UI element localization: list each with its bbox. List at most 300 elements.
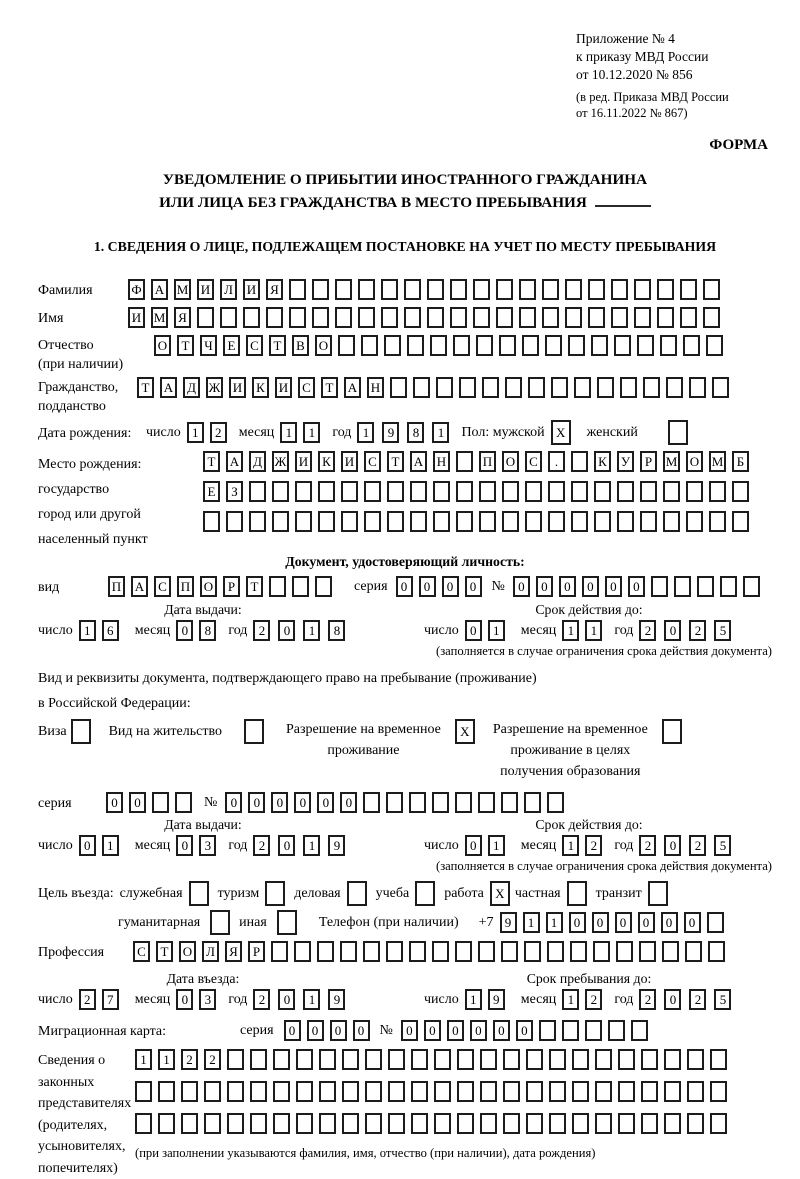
char-box[interactable] xyxy=(296,1049,313,1070)
char-box[interactable] xyxy=(687,1081,704,1102)
char-box[interactable]: И xyxy=(341,451,358,472)
char-box[interactable]: 0 xyxy=(106,792,123,813)
char-box[interactable] xyxy=(296,1081,313,1102)
char-box[interactable]: Е xyxy=(223,335,240,356)
char-box[interactable]: Ж xyxy=(206,377,223,398)
char-box[interactable]: С xyxy=(246,335,263,356)
char-box[interactable]: 2 xyxy=(639,835,656,856)
char-box[interactable] xyxy=(496,279,513,300)
checkbox[interactable] xyxy=(277,910,297,935)
char-box[interactable] xyxy=(436,377,453,398)
char-box[interactable]: 0 xyxy=(442,576,459,597)
char-box[interactable] xyxy=(528,377,545,398)
char-box[interactable]: Т xyxy=(321,377,338,398)
char-box[interactable] xyxy=(503,1113,520,1134)
char-box[interactable] xyxy=(663,511,680,532)
char-box[interactable] xyxy=(687,1113,704,1134)
char-box[interactable] xyxy=(318,481,335,502)
char-box[interactable] xyxy=(390,377,407,398)
char-box[interactable]: И xyxy=(229,377,246,398)
char-box[interactable] xyxy=(433,511,450,532)
char-box[interactable] xyxy=(181,1113,198,1134)
char-box[interactable]: 0 xyxy=(401,1020,418,1041)
char-box[interactable]: Я xyxy=(174,307,191,328)
char-box[interactable]: О xyxy=(154,335,171,356)
char-box[interactable] xyxy=(708,941,725,962)
char-box[interactable] xyxy=(341,511,358,532)
char-box[interactable] xyxy=(539,1020,556,1041)
char-box[interactable] xyxy=(404,279,421,300)
char-box[interactable] xyxy=(158,1113,175,1134)
char-box[interactable] xyxy=(634,307,651,328)
char-box[interactable] xyxy=(480,1113,497,1134)
char-box[interactable] xyxy=(548,511,565,532)
char-box[interactable] xyxy=(315,576,332,597)
temp-permit-checkbox[interactable]: X xyxy=(455,719,475,744)
char-box[interactable] xyxy=(457,1049,474,1070)
char-box[interactable]: 0 xyxy=(396,576,413,597)
char-box[interactable]: 3 xyxy=(199,835,216,856)
char-box[interactable]: 0 xyxy=(582,576,599,597)
char-box[interactable]: Л xyxy=(202,941,219,962)
char-box[interactable]: 2 xyxy=(253,989,270,1010)
char-box[interactable]: 0 xyxy=(176,835,193,856)
char-box[interactable]: 0 xyxy=(592,912,609,933)
char-box[interactable] xyxy=(364,481,381,502)
char-box[interactable]: 0 xyxy=(513,576,530,597)
checkbox[interactable] xyxy=(347,881,367,906)
char-box[interactable]: Ч xyxy=(200,335,217,356)
char-box[interactable]: О xyxy=(315,335,332,356)
char-box[interactable] xyxy=(227,1113,244,1134)
char-box[interactable] xyxy=(410,511,427,532)
char-box[interactable]: 2 xyxy=(204,1049,221,1070)
char-box[interactable] xyxy=(197,307,214,328)
char-box[interactable]: 8 xyxy=(407,422,424,443)
char-box[interactable] xyxy=(571,481,588,502)
char-box[interactable]: Т xyxy=(246,576,263,597)
char-box[interactable] xyxy=(709,511,726,532)
char-box[interactable]: А xyxy=(410,451,427,472)
char-box[interactable] xyxy=(614,335,631,356)
char-box[interactable] xyxy=(680,307,697,328)
char-box[interactable] xyxy=(565,307,582,328)
char-box[interactable] xyxy=(637,335,654,356)
char-box[interactable]: К xyxy=(252,377,269,398)
char-box[interactable] xyxy=(503,1081,520,1102)
char-box[interactable] xyxy=(524,941,541,962)
char-box[interactable] xyxy=(664,1049,681,1070)
char-box[interactable] xyxy=(410,481,427,502)
female-checkbox[interactable] xyxy=(668,420,688,445)
char-box[interactable]: 0 xyxy=(278,620,295,641)
char-box[interactable]: 0 xyxy=(638,912,655,933)
char-box[interactable]: 0 xyxy=(271,792,288,813)
checkbox[interactable] xyxy=(567,881,587,906)
char-box[interactable] xyxy=(269,576,286,597)
char-box[interactable]: Л xyxy=(220,279,237,300)
char-box[interactable]: Д xyxy=(183,377,200,398)
char-box[interactable] xyxy=(571,451,588,472)
char-box[interactable] xyxy=(732,481,749,502)
char-box[interactable]: С xyxy=(298,377,315,398)
char-box[interactable] xyxy=(289,279,306,300)
char-box[interactable] xyxy=(135,1081,152,1102)
char-box[interactable] xyxy=(181,1081,198,1102)
char-box[interactable] xyxy=(455,941,472,962)
char-box[interactable] xyxy=(459,377,476,398)
char-box[interactable] xyxy=(273,1081,290,1102)
char-box[interactable]: 1 xyxy=(488,620,505,641)
char-box[interactable] xyxy=(411,1081,428,1102)
char-box[interactable] xyxy=(502,481,519,502)
char-box[interactable]: 2 xyxy=(253,835,270,856)
char-box[interactable] xyxy=(526,1081,543,1102)
char-box[interactable] xyxy=(273,1049,290,1070)
char-box[interactable]: 2 xyxy=(689,620,706,641)
char-box[interactable] xyxy=(499,335,516,356)
char-box[interactable] xyxy=(294,941,311,962)
char-box[interactable]: 1 xyxy=(585,620,602,641)
char-box[interactable]: М xyxy=(151,307,168,328)
char-box[interactable] xyxy=(611,279,628,300)
char-box[interactable]: Р xyxy=(223,576,240,597)
char-box[interactable] xyxy=(273,1113,290,1134)
char-box[interactable] xyxy=(365,1049,382,1070)
char-box[interactable] xyxy=(175,792,192,813)
char-box[interactable]: М xyxy=(174,279,191,300)
char-box[interactable]: 3 xyxy=(199,989,216,1010)
char-box[interactable] xyxy=(381,307,398,328)
char-box[interactable] xyxy=(547,792,564,813)
char-box[interactable]: 2 xyxy=(253,620,270,641)
char-box[interactable] xyxy=(476,335,493,356)
char-box[interactable] xyxy=(432,792,449,813)
char-box[interactable]: 7 xyxy=(102,989,119,1010)
char-box[interactable] xyxy=(595,1113,612,1134)
char-box[interactable] xyxy=(525,481,542,502)
char-box[interactable]: Р xyxy=(640,451,657,472)
char-box[interactable] xyxy=(519,279,536,300)
char-box[interactable]: 8 xyxy=(328,620,345,641)
char-box[interactable]: 0 xyxy=(536,576,553,597)
char-box[interactable] xyxy=(597,377,614,398)
char-box[interactable] xyxy=(572,1113,589,1134)
char-box[interactable]: 5 xyxy=(714,989,731,1010)
char-box[interactable]: И xyxy=(275,377,292,398)
char-box[interactable]: 0 xyxy=(419,576,436,597)
char-box[interactable] xyxy=(434,1049,451,1070)
char-box[interactable]: Т xyxy=(269,335,286,356)
char-box[interactable] xyxy=(501,941,518,962)
char-box[interactable] xyxy=(732,511,749,532)
char-box[interactable] xyxy=(571,511,588,532)
char-box[interactable]: 0 xyxy=(605,576,622,597)
char-box[interactable] xyxy=(455,792,472,813)
char-box[interactable]: 2 xyxy=(639,989,656,1010)
char-box[interactable]: 0 xyxy=(569,912,586,933)
char-box[interactable] xyxy=(549,1049,566,1070)
char-box[interactable] xyxy=(434,1113,451,1134)
char-box[interactable]: 1 xyxy=(357,422,374,443)
char-box[interactable]: М xyxy=(709,451,726,472)
char-box[interactable] xyxy=(588,279,605,300)
char-box[interactable] xyxy=(687,1049,704,1070)
char-box[interactable] xyxy=(496,307,513,328)
char-box[interactable]: 0 xyxy=(664,835,681,856)
char-box[interactable]: 1 xyxy=(187,422,204,443)
char-box[interactable]: 0 xyxy=(465,576,482,597)
char-box[interactable] xyxy=(594,481,611,502)
char-box[interactable]: Б xyxy=(732,451,749,472)
char-box[interactable] xyxy=(660,335,677,356)
char-box[interactable]: 1 xyxy=(523,912,540,933)
char-box[interactable] xyxy=(594,511,611,532)
char-box[interactable] xyxy=(387,481,404,502)
char-box[interactable]: 2 xyxy=(689,835,706,856)
char-box[interactable] xyxy=(266,307,283,328)
char-box[interactable] xyxy=(641,1081,658,1102)
char-box[interactable]: И xyxy=(128,307,145,328)
char-box[interactable] xyxy=(482,377,499,398)
char-box[interactable] xyxy=(411,1049,428,1070)
char-box[interactable] xyxy=(413,377,430,398)
char-box[interactable] xyxy=(358,307,375,328)
char-box[interactable]: Я xyxy=(266,279,283,300)
char-box[interactable]: 0 xyxy=(447,1020,464,1041)
char-box[interactable]: 0 xyxy=(284,1020,301,1041)
char-box[interactable] xyxy=(686,481,703,502)
char-box[interactable]: 2 xyxy=(585,989,602,1010)
char-box[interactable]: Е xyxy=(203,481,220,502)
char-box[interactable] xyxy=(312,307,329,328)
char-box[interactable] xyxy=(565,279,582,300)
checkbox[interactable] xyxy=(210,910,230,935)
char-box[interactable]: 5 xyxy=(714,620,731,641)
char-box[interactable]: П xyxy=(177,576,194,597)
char-box[interactable] xyxy=(551,377,568,398)
char-box[interactable] xyxy=(340,941,357,962)
char-box[interactable]: У xyxy=(617,451,634,472)
char-box[interactable]: Я xyxy=(225,941,242,962)
char-box[interactable]: Т xyxy=(387,451,404,472)
char-box[interactable]: 0 xyxy=(559,576,576,597)
char-box[interactable] xyxy=(457,1081,474,1102)
char-box[interactable]: 2 xyxy=(181,1049,198,1070)
char-box[interactable] xyxy=(479,511,496,532)
char-box[interactable] xyxy=(595,1081,612,1102)
char-box[interactable]: 1 xyxy=(465,989,482,1010)
char-box[interactable] xyxy=(478,941,495,962)
char-box[interactable] xyxy=(709,481,726,502)
char-box[interactable]: И xyxy=(295,451,312,472)
char-box[interactable] xyxy=(292,576,309,597)
char-box[interactable] xyxy=(386,941,403,962)
char-box[interactable] xyxy=(479,481,496,502)
char-box[interactable]: 6 xyxy=(102,620,119,641)
char-box[interactable] xyxy=(250,1081,267,1102)
male-checkbox[interactable]: X xyxy=(551,420,571,445)
char-box[interactable] xyxy=(361,335,378,356)
char-box[interactable] xyxy=(152,792,169,813)
checkbox[interactable] xyxy=(189,881,209,906)
char-box[interactable]: О xyxy=(502,451,519,472)
char-box[interactable]: Ж xyxy=(272,451,289,472)
char-box[interactable]: И xyxy=(243,279,260,300)
char-box[interactable] xyxy=(317,941,334,962)
char-box[interactable] xyxy=(363,941,380,962)
char-box[interactable] xyxy=(272,481,289,502)
char-box[interactable] xyxy=(411,1113,428,1134)
char-box[interactable] xyxy=(689,377,706,398)
char-box[interactable] xyxy=(651,576,668,597)
char-box[interactable]: 0 xyxy=(176,989,193,1010)
char-box[interactable] xyxy=(430,335,447,356)
checkbox[interactable] xyxy=(265,881,285,906)
char-box[interactable] xyxy=(548,481,565,502)
char-box[interactable]: 9 xyxy=(500,912,517,933)
char-box[interactable] xyxy=(617,511,634,532)
char-box[interactable] xyxy=(289,307,306,328)
char-box[interactable] xyxy=(158,1081,175,1102)
char-box[interactable]: Н xyxy=(367,377,384,398)
char-box[interactable]: И xyxy=(197,279,214,300)
char-box[interactable]: А xyxy=(131,576,148,597)
char-box[interactable] xyxy=(710,1113,727,1134)
char-box[interactable] xyxy=(388,1113,405,1134)
char-box[interactable]: 0 xyxy=(516,1020,533,1041)
char-box[interactable]: О xyxy=(179,941,196,962)
char-box[interactable]: 0 xyxy=(79,835,96,856)
char-box[interactable] xyxy=(680,279,697,300)
char-box[interactable] xyxy=(407,335,424,356)
char-box[interactable] xyxy=(243,307,260,328)
checkbox[interactable] xyxy=(415,881,435,906)
char-box[interactable] xyxy=(549,1113,566,1134)
char-box[interactable] xyxy=(666,377,683,398)
char-box[interactable]: 1 xyxy=(562,620,579,641)
char-box[interactable] xyxy=(570,941,587,962)
char-box[interactable] xyxy=(226,511,243,532)
char-box[interactable] xyxy=(319,1081,336,1102)
char-box[interactable] xyxy=(381,279,398,300)
char-box[interactable] xyxy=(720,576,737,597)
char-box[interactable] xyxy=(450,307,467,328)
char-box[interactable]: О xyxy=(686,451,703,472)
char-box[interactable]: 0 xyxy=(129,792,146,813)
char-box[interactable] xyxy=(295,511,312,532)
char-box[interactable] xyxy=(478,792,495,813)
char-box[interactable] xyxy=(591,335,608,356)
char-box[interactable]: 9 xyxy=(328,835,345,856)
char-box[interactable] xyxy=(710,1049,727,1070)
char-box[interactable] xyxy=(641,1049,658,1070)
char-box[interactable] xyxy=(427,307,444,328)
char-box[interactable]: 0 xyxy=(615,912,632,933)
char-box[interactable] xyxy=(574,377,591,398)
char-box[interactable] xyxy=(683,335,700,356)
char-box[interactable] xyxy=(502,511,519,532)
char-box[interactable] xyxy=(608,1020,625,1041)
char-box[interactable]: 0 xyxy=(661,912,678,933)
char-box[interactable]: 0 xyxy=(353,1020,370,1041)
number-blank[interactable] xyxy=(595,193,651,207)
char-box[interactable] xyxy=(617,481,634,502)
char-box[interactable] xyxy=(456,451,473,472)
char-box[interactable]: В xyxy=(292,335,309,356)
char-box[interactable] xyxy=(271,941,288,962)
char-box[interactable]: 1 xyxy=(102,835,119,856)
char-box[interactable]: 9 xyxy=(382,422,399,443)
char-box[interactable]: 9 xyxy=(328,989,345,1010)
char-box[interactable]: 8 xyxy=(199,620,216,641)
char-box[interactable]: Н xyxy=(433,451,450,472)
char-box[interactable] xyxy=(524,792,541,813)
char-box[interactable]: 1 xyxy=(562,989,579,1010)
char-box[interactable]: . xyxy=(548,451,565,472)
visa-checkbox[interactable] xyxy=(71,719,91,744)
char-box[interactable]: О xyxy=(200,576,217,597)
char-box[interactable]: 1 xyxy=(546,912,563,933)
char-box[interactable] xyxy=(135,1113,152,1134)
char-box[interactable] xyxy=(526,1049,543,1070)
char-box[interactable] xyxy=(204,1113,221,1134)
char-box[interactable]: С xyxy=(525,451,542,472)
char-box[interactable] xyxy=(319,1049,336,1070)
char-box[interactable]: 0 xyxy=(307,1020,324,1041)
char-box[interactable] xyxy=(456,481,473,502)
char-box[interactable]: 0 xyxy=(684,912,701,933)
char-box[interactable]: 0 xyxy=(465,835,482,856)
char-box[interactable] xyxy=(545,335,562,356)
char-box[interactable] xyxy=(342,1081,359,1102)
char-box[interactable] xyxy=(341,481,358,502)
char-box[interactable] xyxy=(618,1049,635,1070)
char-box[interactable]: 0 xyxy=(248,792,265,813)
char-box[interactable] xyxy=(585,1020,602,1041)
char-box[interactable] xyxy=(220,307,237,328)
char-box[interactable] xyxy=(685,941,702,962)
char-box[interactable] xyxy=(312,279,329,300)
char-box[interactable] xyxy=(640,481,657,502)
char-box[interactable]: Д xyxy=(249,451,266,472)
char-box[interactable] xyxy=(703,279,720,300)
char-box[interactable] xyxy=(620,377,637,398)
char-box[interactable]: 0 xyxy=(294,792,311,813)
char-box[interactable] xyxy=(409,941,426,962)
char-box[interactable]: М xyxy=(663,451,680,472)
char-box[interactable]: К xyxy=(318,451,335,472)
char-box[interactable] xyxy=(453,335,470,356)
char-box[interactable] xyxy=(204,1081,221,1102)
char-box[interactable] xyxy=(634,279,651,300)
char-box[interactable] xyxy=(296,1113,313,1134)
char-box[interactable] xyxy=(547,941,564,962)
char-box[interactable] xyxy=(743,576,760,597)
char-box[interactable] xyxy=(427,279,444,300)
char-box[interactable] xyxy=(568,335,585,356)
char-box[interactable]: 1 xyxy=(303,422,320,443)
char-box[interactable]: 0 xyxy=(664,620,681,641)
char-box[interactable] xyxy=(473,279,490,300)
char-box[interactable] xyxy=(434,1081,451,1102)
char-box[interactable] xyxy=(227,1081,244,1102)
char-box[interactable]: 2 xyxy=(639,620,656,641)
checkbox[interactable] xyxy=(648,881,668,906)
char-box[interactable] xyxy=(335,279,352,300)
char-box[interactable]: 1 xyxy=(135,1049,152,1070)
char-box[interactable] xyxy=(503,1049,520,1070)
